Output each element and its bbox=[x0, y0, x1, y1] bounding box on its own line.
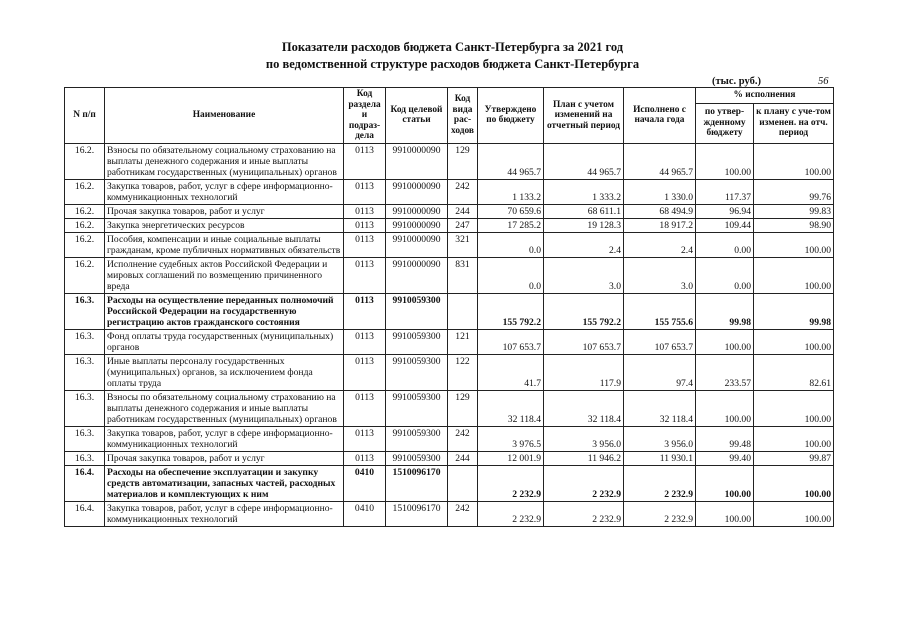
row-section-code: 0113 bbox=[344, 257, 386, 293]
row-type-code: 244 bbox=[448, 204, 478, 218]
row-pct-plan: 100.00 bbox=[754, 232, 834, 257]
row-section-code: 0410 bbox=[344, 501, 386, 526]
row-pct-approved: 100.00 bbox=[696, 390, 754, 426]
row-approved: 2 232.9 bbox=[478, 501, 544, 526]
row-num: 16.4. bbox=[65, 465, 105, 501]
row-executed: 107 653.7 bbox=[624, 329, 696, 354]
table-row bbox=[65, 143, 834, 179]
row-num: 16.3. bbox=[65, 329, 105, 354]
row-pct-plan: 99.76 bbox=[754, 179, 834, 204]
table-row bbox=[65, 390, 834, 426]
row-plan: 107 653.7 bbox=[544, 329, 624, 354]
row-executed: 97.4 bbox=[624, 354, 696, 390]
row-plan: 32 118.4 bbox=[544, 390, 624, 426]
row-approved: 107 653.7 bbox=[478, 329, 544, 354]
row-target-code: 9910059300 bbox=[386, 354, 448, 390]
row-num: 16.2. bbox=[65, 232, 105, 257]
row-type-code: 129 bbox=[448, 390, 478, 426]
row-plan: 2 232.9 bbox=[544, 465, 624, 501]
row-target-code: 9910000090 bbox=[386, 143, 448, 179]
row-num: 16.3. bbox=[65, 354, 105, 390]
page-number: 56 bbox=[818, 76, 829, 87]
row-num: 16.2. bbox=[65, 179, 105, 204]
table-row bbox=[65, 501, 834, 526]
row-executed: 18 917.2 bbox=[624, 218, 696, 232]
row-section-code: 0113 bbox=[344, 354, 386, 390]
row-target-code: 9910000090 bbox=[386, 179, 448, 204]
row-type-code: 321 bbox=[448, 232, 478, 257]
row-target-code: 1510096170 bbox=[386, 501, 448, 526]
table-row bbox=[65, 179, 834, 204]
row-target-code: 9910000090 bbox=[386, 218, 448, 232]
row-num: 16.3. bbox=[65, 451, 105, 465]
row-section-code: 0113 bbox=[344, 204, 386, 218]
row-num: 16.2. bbox=[65, 143, 105, 179]
row-pct-approved: 0.00 bbox=[696, 232, 754, 257]
table-row bbox=[65, 257, 834, 293]
row-approved: 70 659.6 bbox=[478, 204, 544, 218]
row-approved: 2 232.9 bbox=[478, 465, 544, 501]
table-row bbox=[65, 204, 834, 218]
row-type-code bbox=[448, 465, 478, 501]
row-pct-approved: 100.00 bbox=[696, 501, 754, 526]
row-approved: 12 001.9 bbox=[478, 451, 544, 465]
row-executed: 3 956.0 bbox=[624, 426, 696, 451]
row-section-code: 0113 bbox=[344, 179, 386, 204]
row-type-code: 242 bbox=[448, 426, 478, 451]
header-type: Код вида рас-ходов bbox=[448, 88, 478, 144]
table-row bbox=[65, 465, 834, 501]
row-pct-plan: 100.00 bbox=[754, 143, 834, 179]
row-plan: 155 792.2 bbox=[544, 293, 624, 329]
row-pct-approved: 100.00 bbox=[696, 329, 754, 354]
row-pct-approved: 117.37 bbox=[696, 179, 754, 204]
row-type-code: 244 bbox=[448, 451, 478, 465]
row-pct-approved: 233.57 bbox=[696, 354, 754, 390]
row-executed: 2.4 bbox=[624, 232, 696, 257]
row-name: Исполнение судебных актов Российской Федерации и мировых соглашений по возмещению причиненного вреда bbox=[105, 257, 344, 293]
row-approved: 0.0 bbox=[478, 232, 544, 257]
row-target-code: 9910000090 bbox=[386, 204, 448, 218]
row-type-code bbox=[448, 293, 478, 329]
row-type-code: 242 bbox=[448, 179, 478, 204]
header-pct-approved: по утвер-жденному бюджету bbox=[696, 103, 754, 143]
row-pct-plan: 100.00 bbox=[754, 426, 834, 451]
row-section-code: 0113 bbox=[344, 390, 386, 426]
row-executed: 1 330.0 bbox=[624, 179, 696, 204]
row-target-code: 9910059300 bbox=[386, 329, 448, 354]
row-pct-approved: 0.00 bbox=[696, 257, 754, 293]
row-executed: 32 118.4 bbox=[624, 390, 696, 426]
row-type-code: 122 bbox=[448, 354, 478, 390]
header-pct-plan: к плану с уче-том изменен. на отч. период bbox=[754, 103, 834, 143]
row-approved: 155 792.2 bbox=[478, 293, 544, 329]
row-executed: 2 232.9 bbox=[624, 501, 696, 526]
table-row bbox=[65, 293, 834, 329]
row-name: Закупка товаров, работ, услуг в сфере информационно-коммуникационных технологий bbox=[105, 426, 344, 451]
row-type-code: 247 bbox=[448, 218, 478, 232]
row-executed: 44 965.7 bbox=[624, 143, 696, 179]
row-plan: 68 611.1 bbox=[544, 204, 624, 218]
header-plan: План с учетом изменений на отчетный период bbox=[544, 88, 624, 144]
row-name: Фонд оплаты труда государственных (муниципальных) органов bbox=[105, 329, 344, 354]
row-executed: 3.0 bbox=[624, 257, 696, 293]
row-pct-plan: 99.87 bbox=[754, 451, 834, 465]
row-type-code: 129 bbox=[448, 143, 478, 179]
row-pct-plan: 99.98 bbox=[754, 293, 834, 329]
expenditure-table bbox=[64, 87, 834, 527]
row-section-code: 0113 bbox=[344, 293, 386, 329]
row-pct-approved: 100.00 bbox=[696, 143, 754, 179]
row-plan: 3.0 bbox=[544, 257, 624, 293]
row-section-code: 0113 bbox=[344, 451, 386, 465]
header-executed: Исполнено с начала года bbox=[624, 88, 696, 144]
row-name: Расходы на обеспечение эксплуатации и закупку средств автоматизации, запасных частей, расходных материалов и комплектующих к ним bbox=[105, 465, 344, 501]
row-pct-plan: 99.83 bbox=[754, 204, 834, 218]
row-type-code: 242 bbox=[448, 501, 478, 526]
table-row bbox=[65, 426, 834, 451]
row-plan: 11 946.2 bbox=[544, 451, 624, 465]
row-name: Прочая закупка товаров, работ и услуг bbox=[105, 451, 344, 465]
header-num: N п/п bbox=[65, 88, 105, 144]
row-num: 16.3. bbox=[65, 293, 105, 329]
table-row bbox=[65, 218, 834, 232]
row-name: Прочая закупка товаров, работ и услуг bbox=[105, 204, 344, 218]
row-num: 16.4. bbox=[65, 501, 105, 526]
row-executed: 11 930.1 bbox=[624, 451, 696, 465]
table-body bbox=[65, 143, 834, 526]
header-name: Наименование bbox=[105, 88, 344, 144]
row-plan: 1 333.2 bbox=[544, 179, 624, 204]
row-approved: 0.0 bbox=[478, 257, 544, 293]
row-pct-approved: 99.48 bbox=[696, 426, 754, 451]
row-pct-plan: 100.00 bbox=[754, 501, 834, 526]
row-num: 16.3. bbox=[65, 390, 105, 426]
row-num: 16.2. bbox=[65, 204, 105, 218]
row-pct-plan: 100.00 bbox=[754, 329, 834, 354]
row-pct-approved: 109.44 bbox=[696, 218, 754, 232]
row-executed: 155 755.6 bbox=[624, 293, 696, 329]
header-percent: % исполнения bbox=[696, 88, 834, 104]
row-plan: 2 232.9 bbox=[544, 501, 624, 526]
row-approved: 3 976.5 bbox=[478, 426, 544, 451]
document-title-line2: по ведомственной структуре расходов бюджета Санкт-Петербурга bbox=[265, 57, 640, 71]
row-pct-plan: 100.00 bbox=[754, 390, 834, 426]
row-type-code: 831 bbox=[448, 257, 478, 293]
row-name: Закупка энергетических ресурсов bbox=[105, 218, 344, 232]
row-pct-plan: 82.61 bbox=[754, 354, 834, 390]
row-target-code: 9910000090 bbox=[386, 257, 448, 293]
row-section-code: 0113 bbox=[344, 232, 386, 257]
row-num: 16.2. bbox=[65, 218, 105, 232]
row-pct-plan: 98.90 bbox=[754, 218, 834, 232]
row-plan: 44 965.7 bbox=[544, 143, 624, 179]
row-name: Закупка товаров, работ, услуг в сфере информационно-коммуникационных технологий bbox=[105, 501, 344, 526]
row-approved: 1 133.2 bbox=[478, 179, 544, 204]
row-name: Расходы на осуществление переданных полномочий Российской Федерации на государственную регистрацию актов гражданского состояния bbox=[105, 293, 344, 329]
table-row bbox=[65, 451, 834, 465]
row-name: Закупка товаров, работ, услуг в сфере информационно-коммуникационных технологий bbox=[105, 179, 344, 204]
table-row bbox=[65, 329, 834, 354]
row-name: Взносы по обязательному социальному страхованию на выплаты денежного содержания и иные выплаты работникам государственных (муниципальных) органов bbox=[105, 390, 344, 426]
row-name: Взносы по обязательному социальному страхованию на выплаты денежного содержания и иные выплаты работникам государственных (муниципальных) органов bbox=[105, 143, 344, 179]
units-label: (тыс. руб.) bbox=[712, 76, 761, 87]
row-pct-plan: 100.00 bbox=[754, 257, 834, 293]
row-target-code: 9910059300 bbox=[386, 451, 448, 465]
row-name: Пособия, компенсации и иные социальные выплаты гражданам, кроме публичных нормативных обязательств bbox=[105, 232, 344, 257]
row-target-code: 9910059300 bbox=[386, 390, 448, 426]
row-plan: 2.4 bbox=[544, 232, 624, 257]
table-row bbox=[65, 232, 834, 257]
document-title-line1: Показатели расходов бюджета Санкт-Петербурга за 2021 год bbox=[281, 40, 624, 54]
row-section-code: 0113 bbox=[344, 329, 386, 354]
table-row bbox=[65, 354, 834, 390]
header-approved: Утверждено по бюджету bbox=[478, 88, 544, 144]
row-num: 16.2. bbox=[65, 257, 105, 293]
row-plan: 117.9 bbox=[544, 354, 624, 390]
row-name: Иные выплаты персоналу государственных (муниципальных) органов, за исключением фонда оплаты труда bbox=[105, 354, 344, 390]
row-executed: 68 494.9 bbox=[624, 204, 696, 218]
row-section-code: 0113 bbox=[344, 426, 386, 451]
row-pct-approved: 100.00 bbox=[696, 465, 754, 501]
row-type-code: 121 bbox=[448, 329, 478, 354]
row-approved: 44 965.7 bbox=[478, 143, 544, 179]
row-section-code: 0410 bbox=[344, 465, 386, 501]
row-target-code: 9910000090 bbox=[386, 232, 448, 257]
row-approved: 41.7 bbox=[478, 354, 544, 390]
row-pct-approved: 96.94 bbox=[696, 204, 754, 218]
row-section-code: 0113 bbox=[344, 143, 386, 179]
row-pct-plan: 100.00 bbox=[754, 465, 834, 501]
row-target-code: 9910059300 bbox=[386, 293, 448, 329]
header-section: Код раздела и подраз-дела bbox=[344, 88, 386, 144]
row-target-code: 1510096170 bbox=[386, 465, 448, 501]
row-executed: 2 232.9 bbox=[624, 465, 696, 501]
row-pct-approved: 99.40 bbox=[696, 451, 754, 465]
row-approved: 17 285.2 bbox=[478, 218, 544, 232]
row-num: 16.3. bbox=[65, 426, 105, 451]
row-plan: 3 956.0 bbox=[544, 426, 624, 451]
row-section-code: 0113 bbox=[344, 218, 386, 232]
row-pct-approved: 99.98 bbox=[696, 293, 754, 329]
row-target-code: 9910059300 bbox=[386, 426, 448, 451]
row-plan: 19 128.3 bbox=[544, 218, 624, 232]
row-approved: 32 118.4 bbox=[478, 390, 544, 426]
header-target: Код целевой статьи bbox=[386, 88, 448, 144]
